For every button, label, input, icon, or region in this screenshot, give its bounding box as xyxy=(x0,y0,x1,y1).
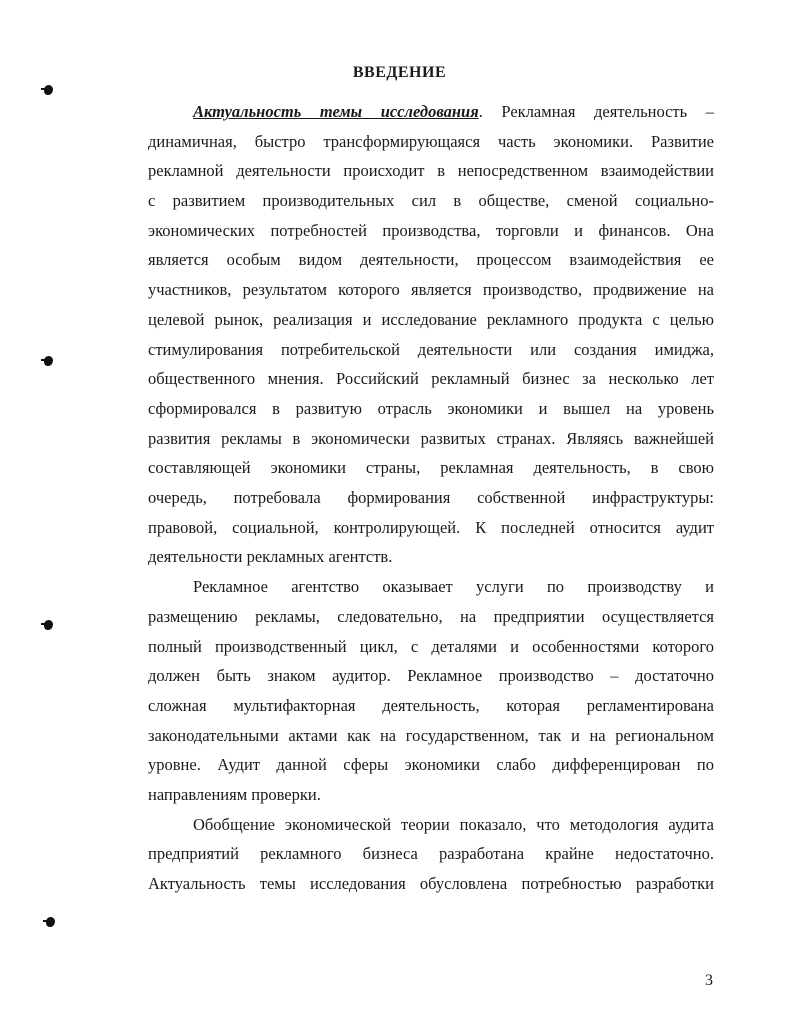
text-line: развития рекламы в экономически развитых странах. Являясь важнейшей xyxy=(148,429,714,448)
text-line: Актуальность темы исследования обусловлена потребностью разработки xyxy=(148,874,714,893)
binding-hole-mark xyxy=(44,620,53,630)
text-line: динамичная, быстро трансформирующаяся часть экономики. Развитие xyxy=(148,132,714,151)
text-line: деятельности рекламных агентств. xyxy=(148,547,393,566)
text-line: Рекламное агентство оказывает услуги по производству и xyxy=(193,577,714,596)
text-line: стимулирования потребительской деятельности или создания имиджа, xyxy=(148,340,714,359)
binding-hole-mark xyxy=(46,917,55,927)
text-line-tail: . Рекламная деятельность – xyxy=(478,102,714,121)
text-line: предприятий рекламного бизнеса разработана крайне недостаточно. xyxy=(148,844,714,863)
text-line: сложная мультифакторная деятельность, которая регламентирована xyxy=(148,696,714,715)
text-line: экономических потребностей производства, торговли и финансов. Она xyxy=(148,221,714,240)
text-line: целевой рынок, реализация и исследование рекламного продукта с целью xyxy=(148,310,714,329)
text-line: с развитием производительных сил в обществе, сменой социально- xyxy=(148,191,714,210)
binding-hole-mark xyxy=(44,85,53,95)
text-line xyxy=(193,101,714,123)
text-line: должен быть знаком аудитор. Рекламное производство – достаточно xyxy=(148,666,714,685)
text-line: участников, результатом которого является производство, продвижение на xyxy=(148,280,714,299)
text-line: Обобщение экономической теории показало, что методология аудита xyxy=(193,815,714,834)
text-line: составляющей экономики страны, рекламная деятельность, в свою xyxy=(148,458,714,477)
text-line: правовой, социальной, контролирующей. К последней относится аудит xyxy=(148,518,714,537)
text-line: размещению рекламы, следовательно, на предприятии осуществляется xyxy=(148,607,714,626)
page-number: 3 xyxy=(705,972,713,989)
page-title: ВВЕДЕНИЕ xyxy=(352,64,447,81)
text-line: полный производственный цикл, с деталями и особенностями которого xyxy=(148,637,714,656)
text-line: уровне. Аудит данной сферы экономики слабо дифференцирован по xyxy=(148,755,714,774)
text-line: рекламной деятельности происходит в непосредственном взаимодействии xyxy=(148,161,714,180)
binding-hole-mark xyxy=(44,356,53,366)
section-lead-phrase: Актуальность темы исследования xyxy=(193,102,479,121)
text-line: общественного мнения. Российский рекламный бизнес за несколько лет xyxy=(148,369,714,388)
text-line: очередь, потребовала формирования собственной инфраструктуры: xyxy=(148,488,714,507)
text-line: является особым видом деятельности, процессом взаимодействия ее xyxy=(148,250,714,269)
text-line: законодательными актами как на государственном, так и на региональном xyxy=(148,726,714,745)
text-line: направлениям проверки. xyxy=(148,785,321,804)
text-line: сформировался в развитую отрасль экономики и вышел на уровень xyxy=(148,399,714,418)
